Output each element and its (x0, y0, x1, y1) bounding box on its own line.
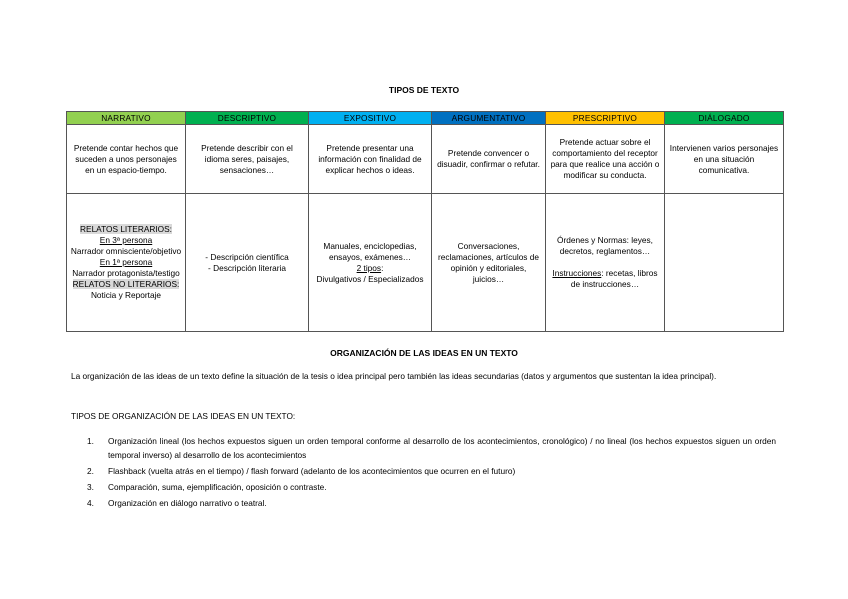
primera-persona-desc: Narrador protagonista/testigo (72, 268, 180, 278)
primera-persona-label: En 1ª persona (99, 257, 153, 267)
list-text: Organización lineal (los hechos expuestos siguen un orden temporal conforme al desarrollo de los acontecimientos, cronológico) / no lineal (los hechos expuestos siguen un orden temporal inverso) al desarrollo de los acontecimientos (108, 436, 776, 460)
header-prescriptivo: PRESCRIPTIVO (546, 112, 665, 125)
prescriptivo-instr-text: : recetas, libros de instrucciones… (570, 268, 658, 289)
ex-expositivo (309, 194, 432, 332)
header-dialogado: DIÁLOGADO (665, 112, 784, 125)
argumentativo-text: Conversaciones, reclamaciones, artículos de opinión y editoriales, juicios… (438, 240, 539, 284)
noticia-text: Noticia y Reportaje (90, 290, 162, 300)
list-text: Comparación, suma, ejemplificación, oposición o contraste. (108, 482, 327, 492)
intro-paragraph: La organización de las ideas de un texto define la situación de la tesis o idea principal pero también las ideas secundarias (datos y argumentos que sustentan la idea principal). (71, 371, 717, 381)
expositivo-tipos-colon: : (381, 262, 384, 273)
list-number: 1. (87, 436, 94, 446)
expositivo-text: Manuales, enciclopedias, ensayos, exámenes… (323, 240, 417, 262)
expositivo-tipos-label: 2 tipos (356, 262, 382, 273)
ex-descriptivo (186, 194, 309, 332)
prescriptivo-instr-label: Instrucciones (552, 268, 602, 278)
relatos-no-literarios-label: RELATOS NO LITERARIOS: (72, 279, 180, 289)
organization-subhead: TIPOS DE ORGANIZACIÓN DE LAS IDEAS EN UN TEXTO: (71, 411, 296, 421)
list-number: 2. (87, 466, 94, 476)
ex-argumentativo (432, 194, 546, 332)
table-header-row (67, 112, 784, 125)
descriptivo-line2: - Descripción literaria (208, 262, 286, 273)
list-number: 4. (87, 498, 94, 508)
ex-dialogado (665, 194, 784, 332)
expositivo-tipos-text: Divulgativos / Especializados (316, 273, 424, 284)
list-item (71, 480, 776, 494)
header-narrativo: NARRATIVO (67, 112, 186, 125)
relatos-literarios-label: RELATOS LITERARIOS: (80, 224, 172, 234)
text-types-table (66, 111, 784, 332)
section-title: ORGANIZACIÓN DE LAS IDEAS EN UN TEXTO (330, 348, 518, 358)
list-number: 3. (87, 482, 94, 492)
table-row-descriptions (67, 125, 784, 194)
list-item (71, 434, 776, 462)
header-argumentativo: ARGUMENTATIVO (432, 112, 546, 125)
list-text: Flashback (vuelta atrás en el tiempo) / flash forward (adelanto de los acontecimientos que ocurren en el futuro) (108, 466, 516, 476)
page-title: TIPOS DE TEXTO (388, 85, 460, 95)
prescriptivo-text: Órdenes y Normas: leyes, decretos, reglamentos… (557, 235, 653, 256)
list-item (71, 496, 776, 510)
tercera-persona-desc: Narrador omnisciente/objetivo (70, 246, 182, 256)
list-item (71, 464, 776, 478)
table-row-examples (67, 194, 784, 332)
header-descriptivo: DESCRIPTIVO (186, 112, 309, 125)
tercera-persona-label: En 3ª persona (99, 235, 153, 245)
desc-argumentativo: Pretende convencer o disuadir, confirmar o refutar. (432, 125, 546, 194)
desc-dialogado: Intervienen varios personajes en una situación comunicativa. (665, 125, 784, 194)
header-expositivo: EXPOSITIVO (309, 112, 432, 125)
desc-expositivo: Pretende presentar una información con finalidad de explicar hechos o ideas. (309, 125, 432, 194)
desc-prescriptivo: Pretende actuar sobre el comportamiento del receptor para que realice una acción o modificar su conducta. (546, 125, 665, 194)
list-text: Organización en diálogo narrativo o teatral. (108, 498, 267, 508)
descriptivo-line1: - Descripción científica (205, 251, 289, 262)
organization-list (71, 434, 776, 512)
ex-narrativo (67, 194, 186, 332)
desc-narrativo: Pretende contar hechos que suceden a unos personajes en un espacio-tiempo. (67, 125, 186, 194)
desc-descriptivo: Pretende describir con el idioma seres, paisajes, sensaciones… (186, 125, 309, 194)
ex-prescriptivo (546, 194, 665, 332)
